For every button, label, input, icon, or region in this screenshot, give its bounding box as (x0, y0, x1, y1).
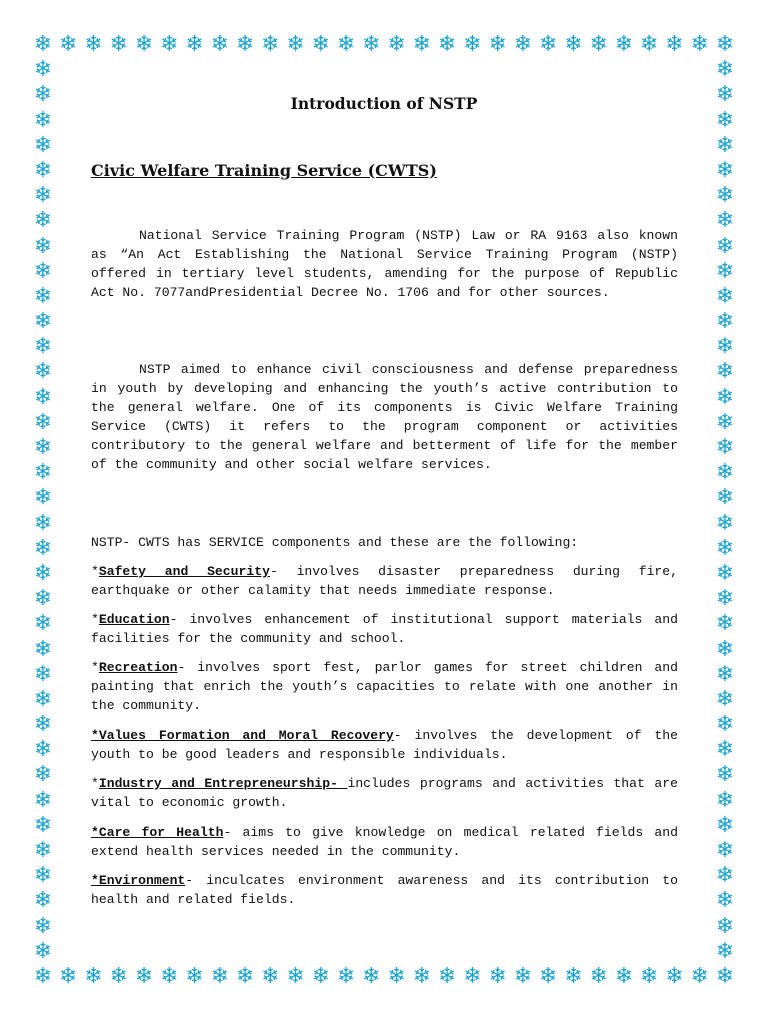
snowflake-icon: ❄ (614, 32, 634, 57)
paragraph-nstp-law: National Service Training Program (NSTP) Law or RA 9163 also known as “An Act Establishing the National Service Training Program (NSTP) offered in tertiary level students, amending for the purpose of Republic Act No. 7077andPresidential Decree No. 1706 and for other sources. (91, 228, 678, 300)
snowflake-icon: ❄ (33, 82, 53, 108)
component-name: Recreation (98, 660, 178, 675)
snowflake-icon: ❄ (715, 183, 735, 209)
snowflake-icon: ❄ (488, 32, 507, 57)
snowflake-icon: ❄ (715, 334, 735, 360)
component-description: aims to give knowledge on medical related fields and extend health services needed in the community. (91, 825, 678, 859)
snowflake-icon: ❄ (311, 32, 331, 57)
snowflake-icon: ❄ (715, 712, 735, 738)
snowflake-icon: ❄ (33, 964, 53, 989)
component-description: involves enhancement of institutional support materials and facilities for the community and school. (91, 612, 678, 646)
snowflake-icon: ❄ (336, 32, 356, 57)
component-dash: - (169, 612, 178, 627)
snowflake-icon: ❄ (387, 964, 406, 989)
component-description: involves sport fest, parlor games for street children and painting that enrich the youth’s capacities to relate with one another in the community. (91, 660, 678, 713)
snowflake-icon: ❄ (33, 838, 53, 864)
snowflake-icon: ❄ (715, 812, 735, 838)
snowflake-icon: ❄ (715, 762, 735, 788)
snowflake-icon: ❄ (412, 964, 432, 989)
component-item (91, 823, 678, 861)
snowflake-icon: ❄ (84, 32, 103, 57)
snowflake-icon: ❄ (715, 233, 735, 259)
snowflake-icon: ❄ (715, 132, 735, 158)
snowflake-icon: ❄ (715, 863, 735, 889)
snowflake-icon: ❄ (33, 737, 53, 763)
snowflake-icon: ❄ (261, 964, 280, 989)
snowflake-icon: ❄ (33, 258, 53, 284)
snowflake-icon: ❄ (715, 737, 735, 763)
snowflake-icon: ❄ (387, 32, 406, 57)
components-intro: NSTP- CWTS has SERVICE components and these are the following: (91, 535, 579, 550)
snowflake-icon: ❄ (33, 132, 53, 158)
snowflake-icon: ❄ (59, 32, 78, 57)
snowflake-icon: ❄ (33, 535, 53, 561)
snowflake-icon: ❄ (538, 32, 558, 57)
snowflake-icon: ❄ (589, 964, 608, 989)
snowflake-icon: ❄ (109, 964, 128, 989)
snowflake-icon: ❄ (33, 309, 53, 335)
snowflake-icon: ❄ (33, 157, 53, 183)
component-item (91, 871, 678, 909)
snowflake-icon: ❄ (185, 964, 204, 989)
component-name: *Values Formation and Moral Recovery (91, 728, 394, 743)
snowflake-icon: ❄ (160, 32, 179, 57)
snowflake-icon: ❄ (33, 359, 53, 385)
snowflake-icon: ❄ (564, 32, 583, 57)
snowflake-icon: ❄ (715, 32, 735, 57)
snowflake-icon: ❄ (185, 32, 204, 57)
snowflake-icon: ❄ (715, 838, 735, 864)
snowflake-icon: ❄ (715, 57, 735, 83)
snowflake-icon: ❄ (33, 863, 53, 889)
snowflake-icon: ❄ (715, 435, 735, 461)
snowflake-icon: ❄ (33, 107, 53, 133)
snowflake-icon: ❄ (715, 611, 735, 637)
component-description: includes programs and activities that are vital to economic growth. (91, 776, 678, 810)
component-dash: - (177, 660, 186, 675)
component-prefix: * (91, 564, 99, 579)
snowflake-icon: ❄ (715, 510, 735, 536)
snowflake-icon: ❄ (33, 913, 53, 939)
section-title: Civic Welfare Training Service (CWTS) (91, 161, 437, 180)
snowflake-icon: ❄ (33, 384, 53, 410)
snowflake-icon: ❄ (437, 964, 457, 989)
snowflake-icon: ❄ (715, 787, 735, 813)
component-description: inculcates environment awareness and its contribution to health and related fields. (91, 873, 678, 907)
snowflake-icon: ❄ (33, 283, 53, 309)
snowflake-icon: ❄ (33, 712, 53, 738)
snowflake-icon: ❄ (33, 938, 53, 964)
snowflake-icon: ❄ (33, 611, 53, 637)
snowflake-icon: ❄ (715, 560, 735, 586)
snowflake-icon: ❄ (715, 157, 735, 183)
snowflake-icon: ❄ (715, 283, 735, 309)
snowflake-icon: ❄ (564, 964, 583, 989)
snowflake-icon: ❄ (336, 964, 356, 989)
snowflake-icon: ❄ (33, 183, 53, 209)
snowflake-icon: ❄ (33, 233, 53, 259)
snowflake-icon: ❄ (463, 32, 482, 57)
snowflake-icon: ❄ (33, 57, 53, 83)
snowflake-icon: ❄ (715, 888, 735, 914)
component-dash: - (185, 873, 194, 888)
snowflake-icon: ❄ (690, 32, 709, 57)
snowflake-icon: ❄ (715, 359, 735, 385)
snowflake-icon: ❄ (210, 964, 230, 989)
snowflake-icon: ❄ (84, 964, 103, 989)
snowflake-icon: ❄ (715, 82, 735, 108)
snowflake-icon: ❄ (715, 535, 735, 561)
snowflake-icon: ❄ (33, 560, 53, 586)
snowflake-icon: ❄ (715, 409, 735, 435)
component-dash: - (269, 564, 278, 579)
snowflake-icon: ❄ (362, 32, 381, 57)
snowflake-icon: ❄ (33, 334, 53, 360)
snowflake-icon: ❄ (109, 32, 128, 57)
snowflake-icon: ❄ (715, 485, 735, 511)
component-name: Education (98, 612, 170, 627)
component-description: involves disaster preparedness during fire, earthquake or other calamity that needs immediate response. (91, 564, 679, 598)
snowflake-icon: ❄ (33, 661, 53, 687)
snowflake-icon: ❄ (538, 964, 558, 989)
snowflake-icon: ❄ (210, 32, 230, 57)
snowflake-icon: ❄ (665, 32, 684, 57)
snowflake-icon: ❄ (134, 964, 154, 989)
snowflake-icon: ❄ (715, 384, 735, 410)
component-name: *Care for Health (91, 825, 224, 840)
snowflake-icon: ❄ (715, 460, 735, 486)
component-dash: - (223, 825, 232, 840)
component-item (91, 726, 678, 764)
component-item (91, 658, 678, 715)
component-name: Safety and Security (98, 564, 270, 579)
snowflake-icon: ❄ (513, 964, 533, 989)
component-item (91, 562, 678, 600)
snowflake-icon: ❄ (33, 460, 53, 486)
snowflake-icon: ❄ (715, 309, 735, 335)
snowflake-icon: ❄ (59, 964, 78, 989)
snowflake-icon: ❄ (640, 32, 659, 57)
snowflake-icon: ❄ (690, 964, 709, 989)
snowflake-icon: ❄ (715, 964, 735, 989)
snowflake-icon: ❄ (33, 812, 53, 838)
snowflake-icon: ❄ (33, 636, 53, 662)
component-prefix: * (91, 660, 99, 675)
snowflake-icon: ❄ (715, 913, 735, 939)
snowflake-icon: ❄ (235, 964, 255, 989)
snowflake-icon: ❄ (715, 208, 735, 234)
snowflake-icon: ❄ (33, 686, 53, 712)
snowflake-icon: ❄ (261, 32, 280, 57)
snowflake-icon: ❄ (488, 964, 507, 989)
snowflake-icon: ❄ (640, 964, 659, 989)
snowflake-icon: ❄ (463, 964, 482, 989)
snowflake-icon: ❄ (311, 964, 331, 989)
snowflake-icon: ❄ (33, 409, 53, 435)
component-dash: - (393, 728, 402, 743)
component-prefix: * (91, 612, 99, 627)
snowflake-icon: ❄ (437, 32, 457, 57)
snowflake-icon: ❄ (160, 964, 179, 989)
snowflake-icon: ❄ (513, 32, 533, 57)
component-name: *Environment (91, 873, 186, 888)
snowflake-icon: ❄ (412, 32, 432, 57)
snowflake-icon: ❄ (134, 32, 154, 57)
snowflake-icon: ❄ (614, 964, 634, 989)
snowflake-icon: ❄ (33, 510, 53, 536)
snowflake-icon: ❄ (33, 762, 53, 788)
component-item (91, 610, 678, 648)
snowflake-icon: ❄ (715, 586, 735, 612)
snowflake-icon: ❄ (665, 964, 684, 989)
snowflake-icon: ❄ (33, 32, 53, 57)
paragraph-nstp-aim: NSTP aimed to enhance civil consciousness and defense preparedness in youth by developing and enhancing the youth’s active contribution to the general welfare. One of its components is Civic Welfare Training Service (CWTS) it refers to the program component or activities contributory to the general welfare and betterment of life for the member of the community and other social welfare services. (91, 362, 678, 472)
snowflake-icon: ❄ (362, 964, 381, 989)
snowflake-icon: ❄ (715, 661, 735, 687)
snowflake-icon: ❄ (33, 586, 53, 612)
snowflake-icon: ❄ (235, 32, 255, 57)
component-name: Industry and Entrepreneurship- (98, 776, 348, 791)
snowflake-icon: ❄ (33, 888, 53, 914)
component-description: involves the development of the youth to be good leaders and responsible individuals. (91, 728, 678, 762)
snowflake-icon: ❄ (715, 107, 735, 133)
snowflake-icon: ❄ (286, 32, 305, 57)
component-item (91, 774, 678, 812)
component-prefix: * (91, 776, 99, 791)
snowflake-icon: ❄ (589, 32, 608, 57)
snowflake-icon: ❄ (715, 258, 735, 284)
snowflake-icon: ❄ (33, 787, 53, 813)
snowflake-icon: ❄ (33, 485, 53, 511)
snowflake-icon: ❄ (33, 435, 53, 461)
snowflake-icon: ❄ (715, 938, 735, 964)
snowflake-icon: ❄ (715, 686, 735, 712)
snowflake-icon: ❄ (715, 636, 735, 662)
page-title: Introduction of NSTP (290, 94, 478, 113)
snowflake-icon: ❄ (33, 208, 53, 234)
snowflake-icon: ❄ (286, 964, 305, 989)
